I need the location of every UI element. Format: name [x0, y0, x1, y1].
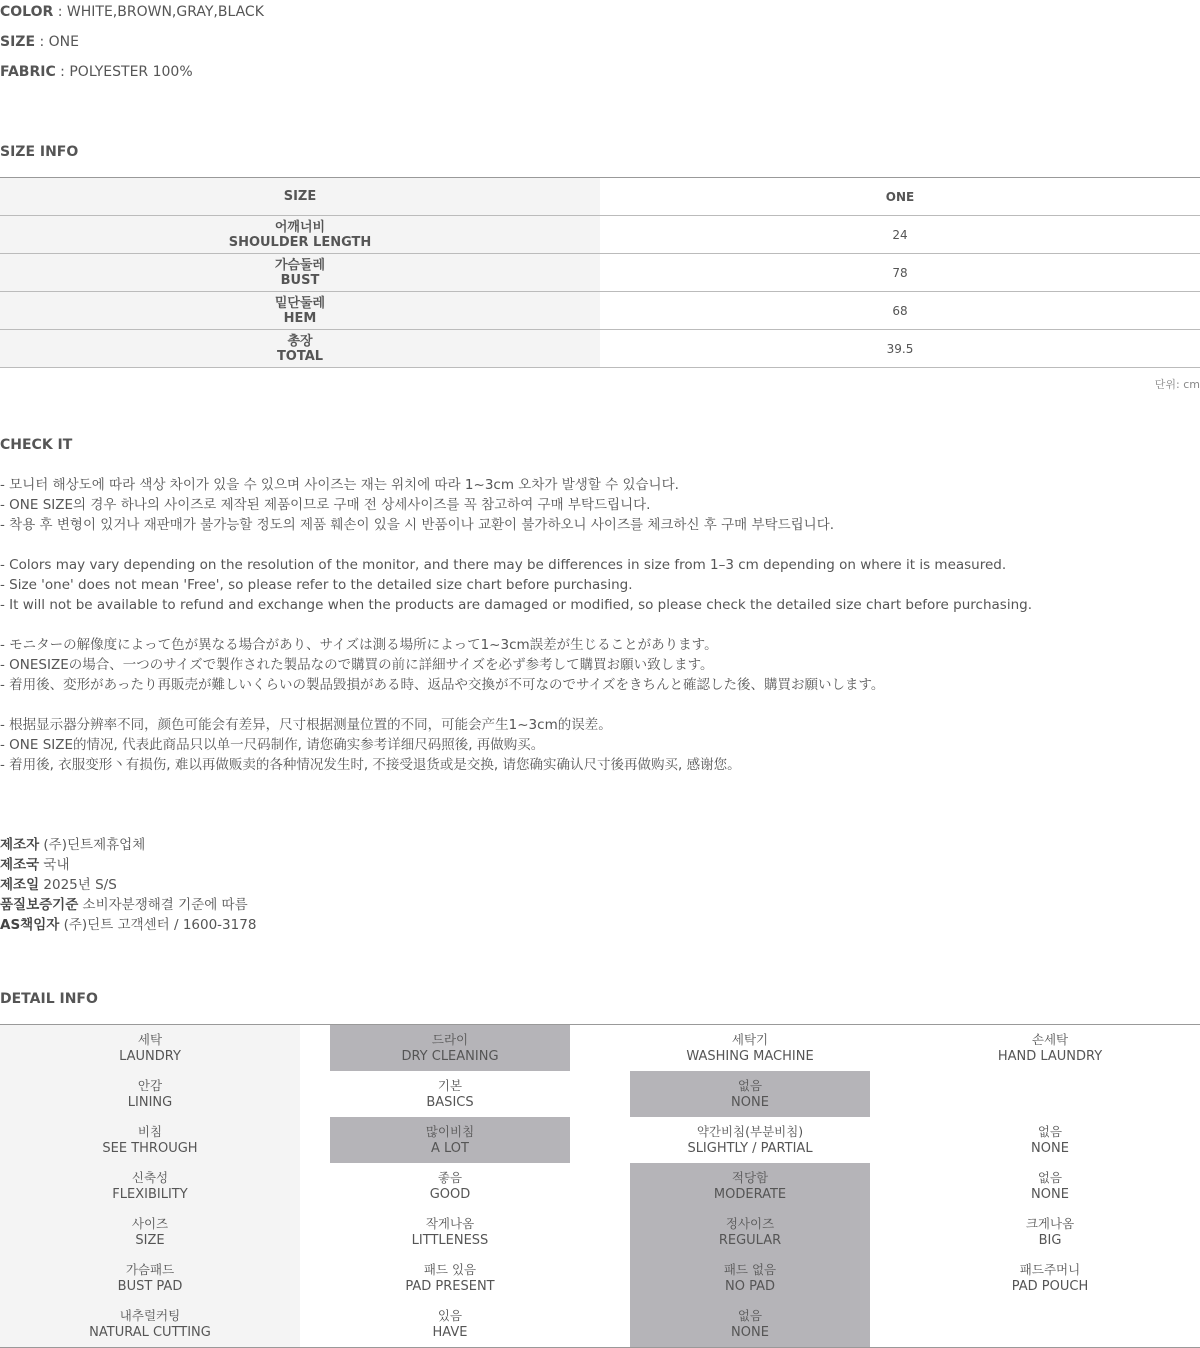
detail-option-en: SLIGHTLY / PARTIAL: [687, 1141, 813, 1156]
detail-option-kr: 패드 있음: [423, 1262, 477, 1277]
size-row-en: SHOULDER LENGTH: [228, 234, 372, 250]
maker-row: [0, 855, 256, 875]
spec-size-label: SIZE: [0, 34, 36, 50]
detail-head-en: BUST PAD: [117, 1279, 183, 1294]
detail-head-kr: 세탁: [137, 1032, 163, 1047]
detail-row-head: [0, 1025, 300, 1071]
spec-fabric-label: FABRIC: [0, 64, 56, 80]
detail-option-kr: 크게나옴: [1025, 1216, 1075, 1231]
detail-head-kr: 사이즈: [131, 1216, 169, 1231]
detail-option: [630, 1025, 870, 1071]
detail-option-kr: 패드 없음: [723, 1262, 777, 1277]
detail-option-kr: 있음: [437, 1308, 463, 1323]
spec-color: [0, 4, 264, 20]
detail-option-kr: 적당함: [731, 1170, 769, 1185]
detail-option: [330, 1301, 570, 1347]
maker-label: 제조일: [0, 877, 40, 893]
detail-row: [0, 1301, 1200, 1347]
check-it-title: CHECK IT: [0, 437, 73, 453]
detail-row: [0, 1117, 1200, 1163]
maker-value: 2025년 S/S: [39, 877, 117, 893]
size-row-en: HEM: [283, 310, 317, 326]
detail-option-selected: [330, 1025, 570, 1071]
detail-option-en: NO PAD: [724, 1279, 775, 1294]
size-row: [0, 216, 1200, 254]
detail-option: [930, 1209, 1170, 1255]
maker-label: 품질보증기준: [0, 897, 79, 913]
detail-option: [330, 1255, 570, 1301]
size-row-kr: 가슴둘레: [274, 257, 326, 273]
size-row: [0, 330, 1200, 368]
detail-row-head: [0, 1301, 300, 1347]
detail-row: [0, 1071, 1200, 1117]
maker-value: 소비자분쟁해결 기준에 따름: [78, 897, 248, 913]
detail-head-en: LINING: [127, 1095, 173, 1110]
size-row-kr: 밑단둘레: [274, 295, 326, 311]
detail-option-kr: 작게나옴: [425, 1216, 475, 1231]
detail-option-en: NONE: [731, 1095, 769, 1110]
detail-option-en: A LOT: [431, 1141, 469, 1156]
size-row-label: [0, 292, 600, 330]
detail-row: [0, 1255, 1200, 1301]
detail-option-en: MODERATE: [713, 1187, 787, 1202]
detail-option-en: LITTLENESS: [411, 1233, 489, 1248]
maker-label: 제조국: [0, 857, 40, 873]
detail-option: [930, 1301, 1170, 1347]
detail-option: [930, 1071, 1170, 1117]
size-header-value: ONE: [600, 178, 1200, 216]
detail-option-kr: 많이비침: [425, 1124, 475, 1139]
size-row-en: BUST: [280, 272, 320, 288]
detail-head-kr: 신축성: [131, 1170, 169, 1185]
detail-head-en: FLEXIBILITY: [112, 1187, 188, 1202]
spec-fabric-value: : POLYESTER 100%: [55, 64, 193, 80]
detail-option: [930, 1163, 1170, 1209]
detail-option-en: BASICS: [426, 1095, 474, 1110]
detail-option: [930, 1117, 1170, 1163]
detail-option-en: NONE: [1031, 1187, 1069, 1202]
detail-option-en: NONE: [1031, 1141, 1069, 1156]
detail-option-selected: [630, 1301, 870, 1347]
size-row-value: 78: [600, 254, 1200, 292]
detail-option-kr: 패드주머니: [1019, 1262, 1081, 1277]
check-it-text: - 모니터 해상도에 따라 색상 차이가 있을 수 있으며 사이즈는 재는 위치에 따라 1~3cm 오차가 발생할 수 있습니다. - ONE SIZE의 경우 하나의 사이즈로 제작된 제품이므로 구매 전 상세사이즈를 꼭 참고하여 구매 부탁드립니다. - 착용 후 변형이 있거나 재판매가 불가능할 정도의 제품 훼손이 있을 시 반품이나 교환이 불가하오니 사이즈를 체크하신 후 구매 부탁드립니다. - Colors may vary depending on the resolution of the monitor, and there may be differences in size from 1–3 cm depending on where it is measured. - Size 'one' does not mean 'Free', so please refer to the detailed size chart before purchasing. - It will not be available to refund and exchange when the products are damaged or modified, so please check the detailed size chart before purchasing. - モニターの解像度によって色が異なる場合があり、サイズは測る場所によって1~3cm誤差が生じることがあります。 - ONESIZEの場合、一つのサイズで製作された製品なので購買の前に詳細サイズを必ず参考して購買お願い致します。 - 着用後、変形があったり再販売が難しいくらいの製品毀損がある時、返品や交換が不可なのでサイズをきちんと確認した後、購買お願いします。 - 根据显示器分辨率不同，颜色可能会有差异，尺寸根据测量位置的不同，可能会产生1~3cm的误差。 - ONE SIZE的情况, 代表此商品只以单一尺码制作, 请您确实参考详细尺码照後, 再做购买。 - 着用後, 衣服变形丶有损伤, 难以再做贩卖的各种情况发生时, 不接受退货或是交换, 请您确实确认尺寸後再做购买, 感谢您。: [0, 477, 1032, 773]
size-row-kr: 총장: [287, 333, 313, 349]
detail-row-head: [0, 1071, 300, 1117]
size-header-label: SIZE: [0, 178, 600, 216]
detail-row-head: [0, 1255, 300, 1301]
detail-option-en: REGULAR: [718, 1233, 782, 1248]
spec-size: [0, 34, 79, 50]
detail-head-en: SEE THROUGH: [102, 1141, 198, 1156]
spec-fabric: [0, 64, 193, 80]
detail-option-kr: 없음: [737, 1078, 763, 1093]
detail-option-kr: 기본: [437, 1078, 463, 1093]
detail-option: [930, 1255, 1170, 1301]
detail-head-en: NATURAL CUTTING: [89, 1325, 211, 1340]
spec-size-value: : ONE: [35, 34, 79, 50]
detail-option-kr: 좋음: [437, 1170, 463, 1185]
detail-row: [0, 1025, 1200, 1071]
size-row: [0, 254, 1200, 292]
size-table-header: [0, 178, 1200, 216]
detail-option: [930, 1025, 1170, 1071]
maker-value: 국내: [39, 857, 70, 873]
maker-label: 제조자: [0, 837, 40, 853]
detail-option-selected: [630, 1071, 870, 1117]
detail-option: [330, 1071, 570, 1117]
detail-row-head: [0, 1117, 300, 1163]
detail-option-kr: 없음: [1037, 1170, 1063, 1185]
size-row-en: TOTAL: [276, 348, 324, 364]
detail-option-kr: 손세탁: [1031, 1032, 1069, 1047]
detail-option-en: BIG: [1038, 1233, 1062, 1248]
detail-option-kr: 드라이: [431, 1032, 469, 1047]
size-table: [0, 177, 1200, 368]
size-row-kr: 어깨너비: [274, 219, 326, 235]
maker-row: [0, 895, 256, 915]
detail-option-kr: 없음: [1037, 1124, 1063, 1139]
detail-option-kr: 약간비침(부분비침): [696, 1124, 804, 1139]
detail-option-kr: 없음: [737, 1308, 763, 1323]
detail-head-kr: 안감: [137, 1078, 163, 1093]
size-row-value: 24: [600, 216, 1200, 254]
detail-option: [330, 1209, 570, 1255]
size-row-label: [0, 254, 600, 292]
size-row-label: [0, 330, 600, 368]
size-unit-note: 단위: cm: [1154, 378, 1200, 391]
detail-row: [0, 1163, 1200, 1209]
detail-option-selected: [630, 1163, 870, 1209]
maker-row: [0, 915, 256, 935]
detail-head-kr: 내추럴커팅: [119, 1308, 181, 1323]
maker-value: (주)딘트제휴업체: [39, 837, 146, 853]
detail-option: [630, 1117, 870, 1163]
detail-option-selected: [630, 1209, 870, 1255]
detail-head-en: LAUNDRY: [119, 1049, 181, 1064]
maker-value: (주)딘트 고객센터 / 1600-3178: [59, 917, 257, 933]
spec-color-label: COLOR: [0, 4, 54, 20]
detail-row-head: [0, 1163, 300, 1209]
detail-option-selected: [630, 1255, 870, 1301]
detail-head-kr: 가슴패드: [125, 1262, 175, 1277]
detail-head-en: SIZE: [135, 1233, 165, 1248]
size-info-title: SIZE INFO: [0, 144, 79, 160]
detail-option-selected: [330, 1117, 570, 1163]
detail-option-en: NONE: [731, 1325, 769, 1340]
detail-option-kr: 정사이즈: [725, 1216, 775, 1231]
size-row: [0, 292, 1200, 330]
detail-option-en: DRY CLEANING: [401, 1049, 499, 1064]
detail-info-table: [0, 1024, 1200, 1348]
detail-info-title: DETAIL INFO: [0, 991, 98, 1007]
detail-head-kr: 비침: [137, 1124, 163, 1139]
size-row-label: [0, 216, 600, 254]
maker-row: [0, 875, 256, 895]
detail-option-en: HAVE: [432, 1325, 468, 1340]
detail-option-en: HAND LAUNDRY: [997, 1049, 1103, 1064]
maker-label: AS책임자: [0, 917, 60, 933]
spec-color-value: : WHITE,BROWN,GRAY,BLACK: [53, 4, 264, 20]
detail-option-en: PAD POUCH: [1011, 1279, 1089, 1294]
maker-row: [0, 835, 256, 855]
detail-option-kr: 세탁기: [731, 1032, 769, 1047]
detail-row: [0, 1209, 1200, 1255]
detail-option-en: GOOD: [429, 1187, 471, 1202]
maker-info: [0, 835, 256, 935]
detail-row-head: [0, 1209, 300, 1255]
detail-option-en: WASHING MACHINE: [686, 1049, 814, 1064]
size-row-value: 39.5: [600, 330, 1200, 368]
detail-option: [330, 1163, 570, 1209]
size-row-value: 68: [600, 292, 1200, 330]
detail-option-en: PAD PRESENT: [405, 1279, 495, 1294]
